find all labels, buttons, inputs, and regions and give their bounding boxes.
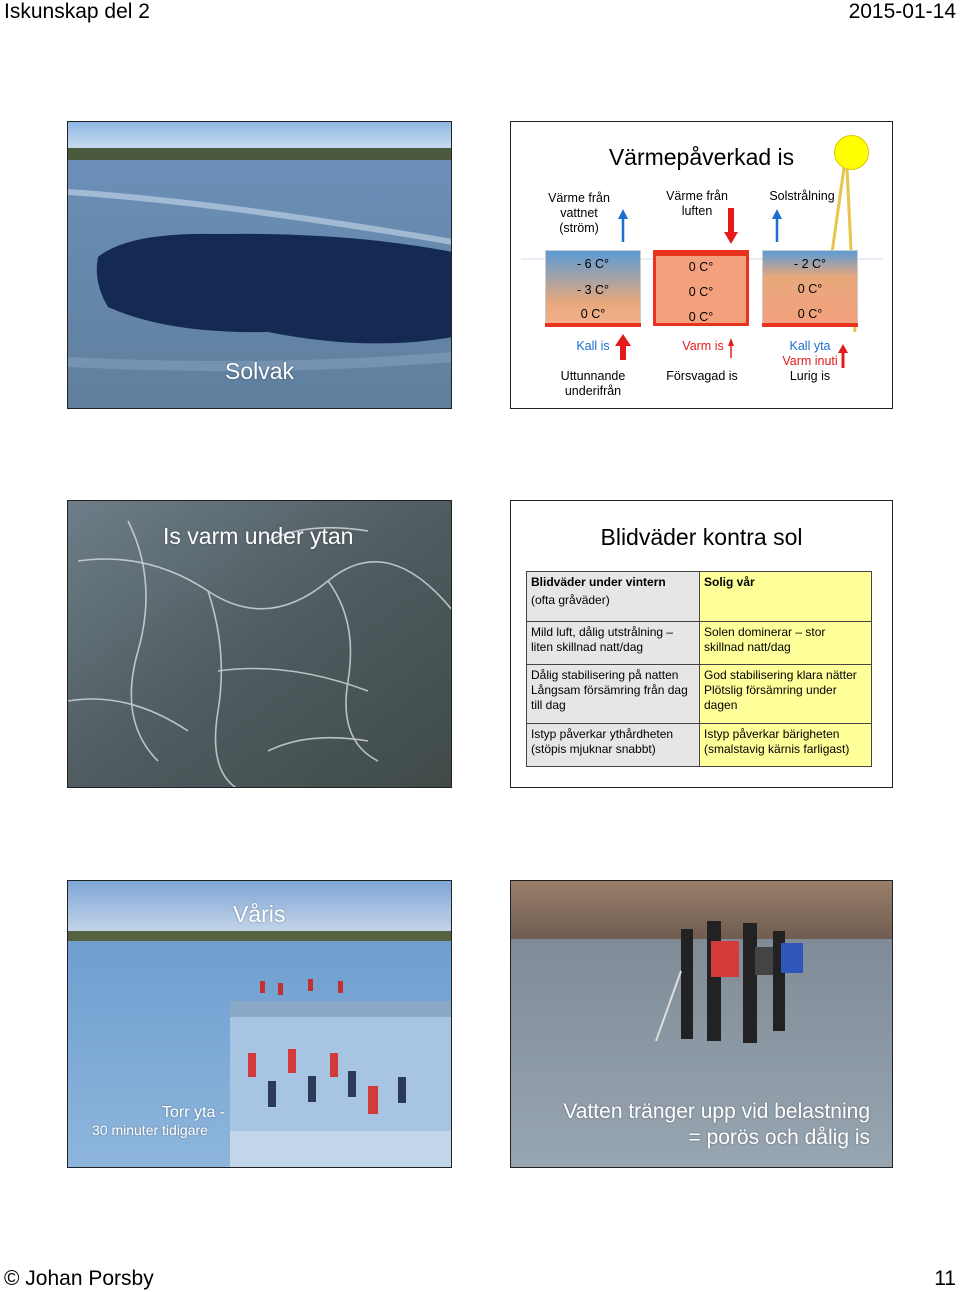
cell-text: Dålig stabilisering på natten (531, 668, 679, 682)
slide-varis (67, 880, 452, 1168)
slide-solvak (67, 121, 452, 409)
result-tricky: Lurig is (789, 369, 831, 383)
arrow-up-blue-icon (618, 209, 628, 242)
cell-text: Solen dominerar – stor skillnad natt/dag (700, 622, 872, 665)
is-varm-label: Is varm under ytan (163, 523, 354, 549)
state-cold-surface: Kall yta (789, 339, 831, 353)
temp-cell-air: 0 C° 0 C° 0 C° (653, 250, 749, 326)
result-weakened: Försvagad is (666, 369, 738, 383)
slide-blidvader (510, 500, 893, 788)
state-warm-ice: Varm is (682, 339, 724, 353)
table-row (527, 572, 872, 622)
bar-bottom (545, 323, 641, 327)
bar-bottom (762, 323, 858, 327)
temp-cell-water: - 6 C° - 3 C° 0 C° (545, 250, 641, 326)
vatten-caption-line1: Vatten tränger upp vid belastning (563, 1100, 870, 1123)
document-date: 2015-01-14 (848, 0, 956, 23)
inset-caption-line2: 30 minuter tidigare (92, 1122, 208, 1138)
solvak-label: Solvak (225, 358, 295, 384)
cell-text: Långsam försämring från dag till dag (531, 683, 688, 712)
varis-label: Våris (233, 901, 286, 927)
slide-is-varm (67, 500, 452, 788)
cell-text: Solig vår (704, 575, 755, 589)
cell-text: Blidväder under vintern (531, 575, 666, 589)
cell-text: (ofta gråväder) (531, 593, 610, 607)
comparison-table (526, 571, 872, 767)
cell-text: Istyp påverkar ythårdheten (stöpis mjuknar snabbt) (527, 724, 700, 767)
cell-text: Plötslig försämring under dagen (704, 683, 837, 712)
vatten-caption-line2: = porös och dålig is (688, 1126, 870, 1149)
document-title: Iskunskap del 2 (4, 0, 150, 23)
table-row (527, 665, 872, 724)
cell-text: Istyp påverkar bärigheten (smalstavig kärnis farligast) (700, 724, 872, 767)
table-row (527, 622, 872, 665)
result-thinning: Uttunnande underifrån (560, 369, 626, 398)
state-warm-inside: Varm inuti (782, 354, 838, 368)
cell-text: God stabilisering klara nätter (704, 668, 857, 682)
source-air: Värme från luften (666, 189, 728, 218)
arrow-down-red-icon (724, 208, 738, 244)
temp-cell-sun: - 2 C° 0 C° 0 C° (762, 250, 858, 326)
skaters-photo (511, 881, 892, 1167)
inset-caption-line1: Torr yta - (162, 1104, 226, 1121)
cell-text: Mild luft, dålig utstrålning – liten skillnad natt/dag (527, 622, 700, 665)
footer-author: © Johan Porsby (4, 1267, 154, 1290)
source-sun: Solstrålning (769, 189, 835, 203)
table-row (527, 724, 872, 767)
slide-varmepaverkad (510, 121, 893, 409)
source-water: Värme från vattnet (ström) (548, 191, 610, 235)
slide-title: Blidväder kontra sol (600, 524, 803, 550)
slide-vatten (510, 880, 893, 1168)
arrow-up-blue-icon (772, 209, 782, 242)
state-cold-ice: Kall is (576, 339, 610, 353)
page-number: 11 (934, 1267, 956, 1290)
slide-title: Värmepåverkad is (608, 144, 795, 170)
